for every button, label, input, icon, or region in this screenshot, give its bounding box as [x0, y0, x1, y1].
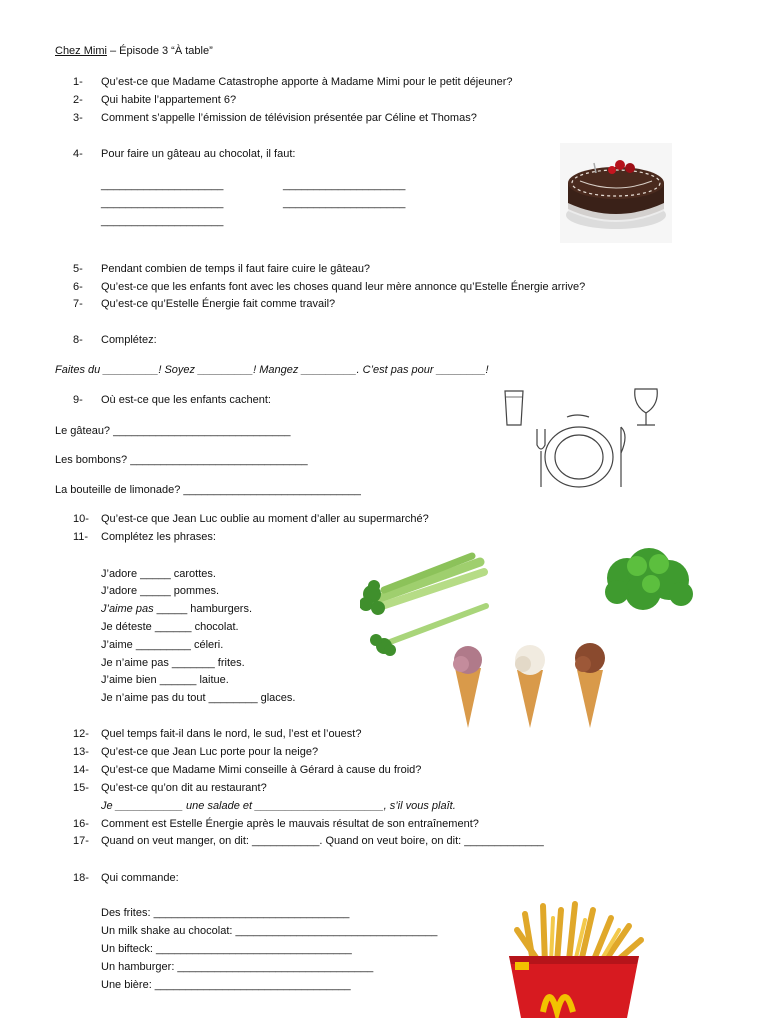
- phrase-item: J’adore _____ carottes.: [101, 568, 216, 580]
- episode-title: – Épisode 3 “À table”: [106, 45, 213, 57]
- question-number: 14-: [73, 764, 89, 776]
- question-number: 4-: [73, 148, 83, 160]
- question-text: Pendant combien de temps il faut faire cuire le gâteau?: [101, 263, 371, 275]
- phrase-verb: J’aime pas: [101, 603, 154, 615]
- order-item: Un milk shake au chocolat: _________________________________: [101, 925, 438, 937]
- question-text: Complétez:: [101, 334, 157, 346]
- question-text: Qui habite l’appartement 6?: [101, 94, 237, 106]
- question-number: 2-: [73, 94, 83, 106]
- show-name: Chez Mimi: [55, 45, 107, 57]
- chocolate-cake-image: [560, 143, 672, 243]
- question-number: 5-: [73, 263, 83, 275]
- question-number: 11-: [73, 531, 89, 543]
- order-item: Un bifteck: ________________________________: [101, 943, 352, 955]
- phrase-item: Je n’aime pas _______ frites.: [101, 657, 245, 669]
- question-text: Où est-ce que les enfants cachent:: [101, 394, 271, 406]
- question-number: 17-: [73, 835, 89, 847]
- question-text: Qu’est-ce que les enfants font avec les choses quand leur mère annonce qu’Estelle Énergie arrive?: [101, 281, 586, 293]
- question-number: 12-: [73, 728, 89, 740]
- french-fries-image: [503, 900, 653, 1018]
- hiding-place-limonade: La bouteille de limonade? _____________________________: [55, 484, 361, 496]
- fill-part: , s’il vous plaît.: [383, 800, 456, 812]
- question-text: Qui commande:: [101, 872, 179, 884]
- question-text: Qu’est-ce que Jean Luc oublie au moment d’aller au supermarché?: [101, 513, 429, 525]
- ice-cream-cones-image: [445, 640, 619, 732]
- fill-part: une salade et: [186, 800, 253, 812]
- question-number: 7-: [73, 298, 83, 310]
- phrase-item: Je déteste ______ chocolat.: [101, 621, 239, 633]
- question-number: 1-: [73, 76, 83, 88]
- hiding-place-bonbons: Les bombons? _____________________________: [55, 454, 308, 466]
- order-item: Des frites: ________________________________: [101, 907, 350, 919]
- question-text: Qu’est-ce que Madame Catastrophe apporte à Madame Mimi pour le petit déjeuner?: [101, 76, 513, 88]
- question-text: Qu’est-ce que Madame Mimi conseille à Gérard à cause du froid?: [101, 764, 422, 776]
- hiding-place-gateau: Le gâteau? _____________________________: [55, 425, 291, 437]
- question-number: 15-: [73, 782, 89, 794]
- question-number: 13-: [73, 746, 89, 758]
- phrase-rest: _____ hamburgers.: [153, 603, 253, 615]
- question-text: Comment est Estelle Énergie après le mauvais résultat de son entraînement?: [101, 818, 479, 830]
- phrase-item: J’adore _____ pommes.: [101, 585, 220, 597]
- fill-part: Je ___________: [101, 800, 187, 812]
- question-text: Quand on veut manger, on dit: ___________. Quand on veut boire, on dit: _____________: [101, 835, 544, 847]
- phrase-item: [101, 602, 252, 616]
- question-text: Qu’est-ce que Jean Luc porte pour la neige?: [101, 746, 319, 758]
- question-text: Qu’est-ce qu’on dit au restaurant?: [101, 782, 267, 794]
- order-item: Une bière: ________________________________: [101, 979, 351, 991]
- phrase-item: Je n’aime pas du tout ________ glaces.: [101, 692, 296, 704]
- question-text: Qu’est-ce qu’Estelle Énergie fait comme travail?: [101, 298, 336, 310]
- phrase-item: J’aime _________ céleri.: [101, 639, 224, 651]
- question-number: 3-: [73, 112, 83, 124]
- question-text: Comment s’appelle l’émission de télévision présentée par Céline et Thomas?: [101, 112, 477, 124]
- question-number: 8-: [73, 334, 83, 346]
- question-number: 9-: [73, 394, 83, 406]
- lettuce-image: [597, 536, 697, 616]
- answer-blank: ____________________: [101, 197, 224, 209]
- place-setting-image: [497, 383, 667, 495]
- page-title: [55, 44, 213, 58]
- question-text: Complétez les phrases:: [101, 531, 216, 543]
- fill-part: _____________________: [252, 800, 384, 812]
- question-number: 10-: [73, 513, 89, 525]
- phrase-item: J’aime bien ______ laitue.: [101, 674, 229, 686]
- restaurant-fill-in: [101, 799, 456, 813]
- answer-blank: ____________________: [283, 197, 406, 209]
- slogan-fill-in: Faites du _________! Soyez _________! Mangez _________. C’est pas pour ________!: [55, 364, 489, 376]
- question-number: 16-: [73, 818, 89, 830]
- question-text: Quel temps fait-il dans le nord, le sud, l’est et l’ouest?: [101, 728, 362, 740]
- answer-blank: ____________________: [283, 179, 406, 191]
- order-item: Un hamburger: ________________________________: [101, 961, 374, 973]
- answer-blank: ____________________: [101, 215, 224, 227]
- answer-blank: ____________________: [101, 179, 224, 191]
- question-text: Pour faire un gâteau au chocolat, il faut:: [101, 148, 296, 160]
- question-number: 18-: [73, 872, 89, 884]
- question-number: 6-: [73, 281, 83, 293]
